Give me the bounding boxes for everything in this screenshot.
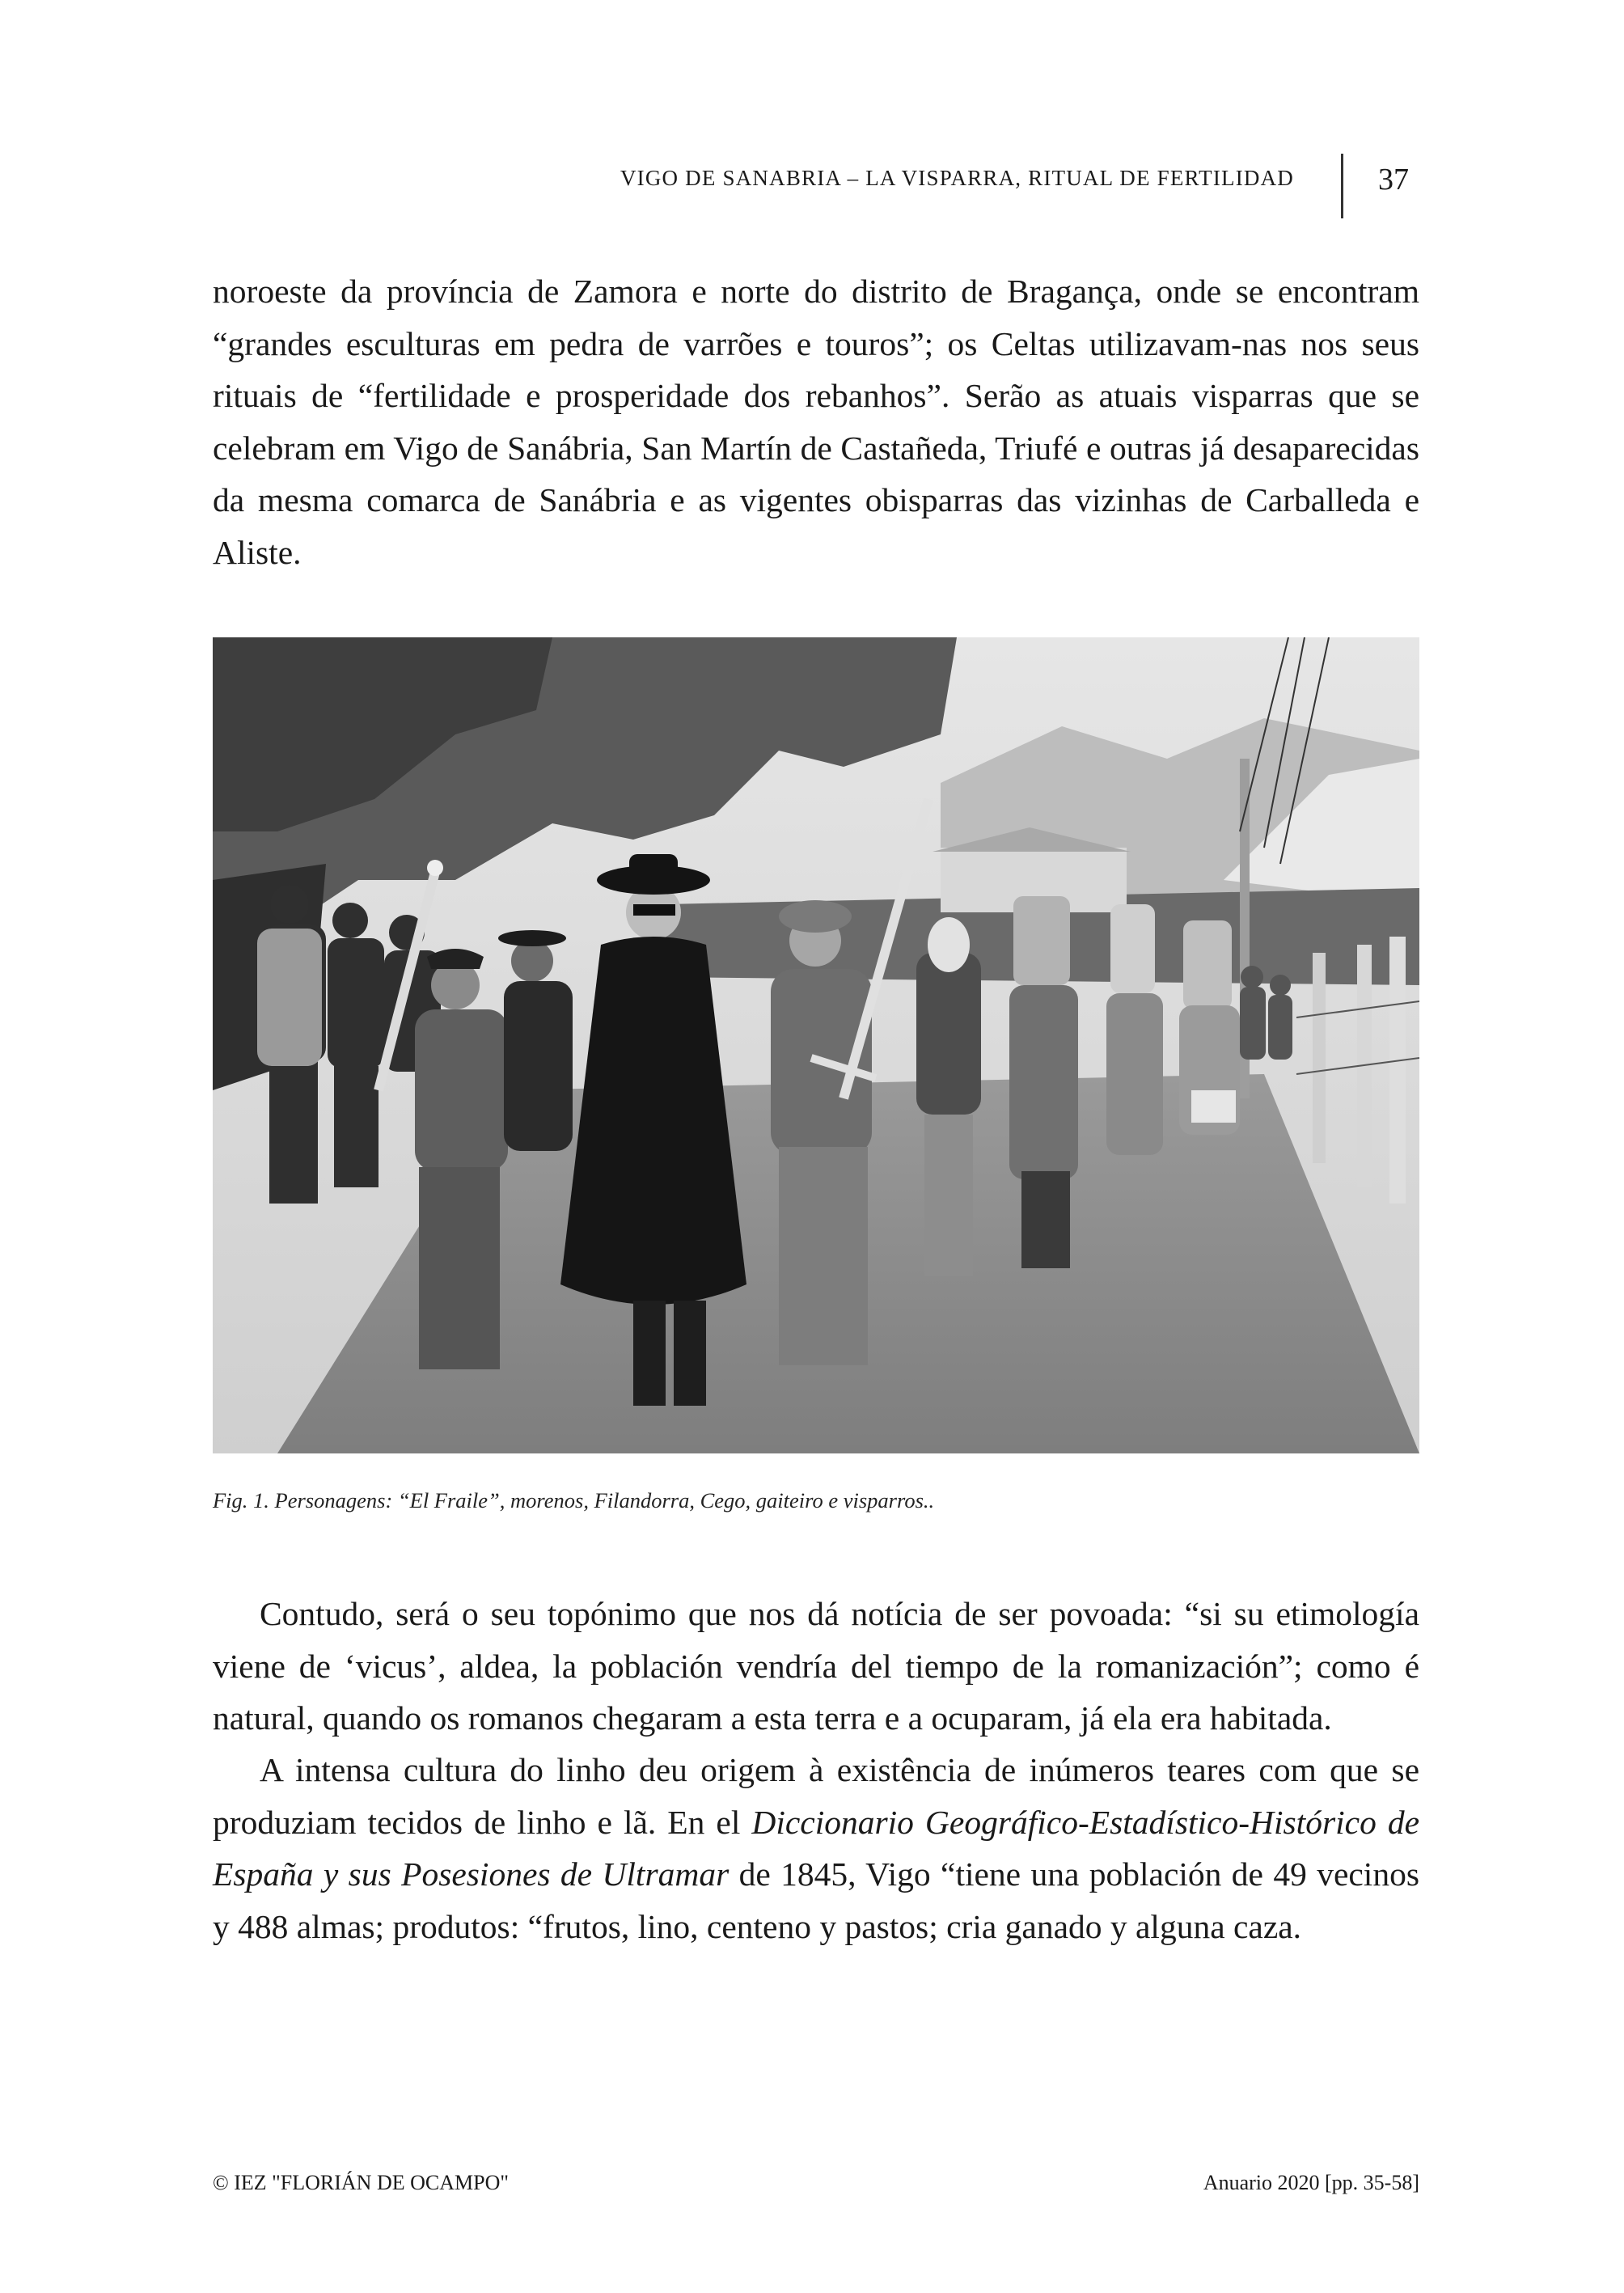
footer-publisher: © IEZ "FLORIÁN DE OCAMPO" (213, 2171, 509, 2194)
page-number: 37 (1378, 163, 1409, 197)
footer-journal-ref: Anuario 2020 [pp. 35-58] (1203, 2171, 1419, 2194)
running-head-title: VIGO DE SANABRIA – LA VISPARRA, RITUAL DE FERTILIDAD (620, 166, 1294, 190)
paragraph-3-text-b: de 1845, Vigo “tiene una población de 49 vecinos y 488 almas; produtos: “frutos, lino, centeno y pastos; cria ganado y alguna caza. (213, 1855, 1419, 1945)
paragraph-3-text-a: A intensa cultura do linho deu origem à existência de inúmeros teares com que se produziam tecidos de linho e lã. En el (213, 1751, 1419, 1841)
body-paragraph-3 (213, 1744, 1419, 1952)
figure-caption: Fig. 1. Personagens: “El Fraile”, morenos, Filandorra, Cego, gaiteiro e visparros.. (213, 1488, 935, 1512)
dictionary-title: Diccionario Geográfico-Estadístico-Histórico de España y sus Posesiones de Ultramar (213, 1803, 1419, 1893)
body-paragraph-1: noroeste da província de Zamora e norte do distrito de Bragança, onde se encontram “grandes esculturas em pedra de varrões e touros”; os Celtas utilizavam-nas nos seus rituais de “fertilidade e prosperidade dos rebanhos”. Serão as atuais visparras que se celebram em Vigo de Sanábria, San Martín de Castañeda, Triufé e outras já desaparecidas da mesma comarca de Sanábria e as vigentes obisparras das vizinhas de Carballeda e Aliste. (213, 273, 1419, 571)
body-paragraph-2: Contudo, será o seu topónimo que nos dá notícia de ser povoada: “si su etimología viene de ‘vicus’, aldea, la población vendría del tiempo de la romanización”; como é natural, quando os romanos chegaram a esta terra e a ocuparam, já ela era habitada. (213, 1595, 1419, 1737)
figure-photo (213, 637, 1419, 1453)
header-divider (1341, 154, 1343, 218)
